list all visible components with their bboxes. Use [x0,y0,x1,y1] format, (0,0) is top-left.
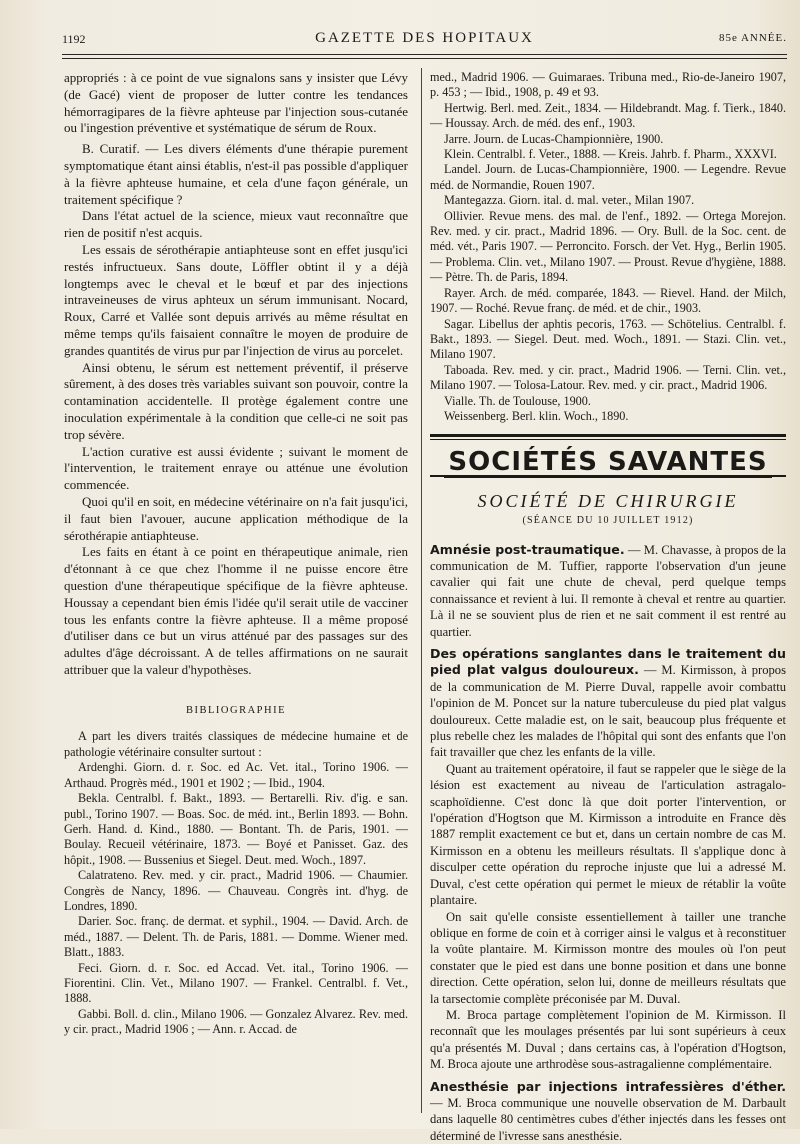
bibliography-entry: Ardenghi. Giorn. d. r. Soc. ed Ac. Vet. ital., Torino 1906. — Arthaud. Progrès méd., 1901 et 1902 ; — Ibid., 1904. [64,760,408,790]
bibliography-intro: A part les divers traités classiques de médecine humaine et de pathologie vétérinaire consulter surtout : [64,729,408,759]
bibliography-left [64,729,408,1037]
article-body: — M. Chavasse, à propos de la communication de M. Tuffier, rapporte l'observation d'un jeune cavalier qui fait une chute de cheval, perd quelque temps connaissance et revient à lui. Il remonte à cheval et rentre au quartier. Là il ne se souvient plus de rien et ne sait comment il est rentré au quartier. [430,542,786,639]
article [430,542,786,640]
bibliography-entry: Mantegazza. Giorn. ital. d. mal. veter., Milan 1907. [444,193,695,208]
bibliography-entry: Ollivier. Revue mens. des mal. de l'enf., 1892. — Ortega Morejon. Rev. med. y cir. pract., Madrid 1896. — Ory. Bull. de la Soc. cent. de méd. vét., Paris 1907. — Perroncito. Forsch. der Vet. Hyg., Berlin 1905. — Problema. Clin. vet., Milano 1907. — Proust. Revue d'hygiène, 1888. — Pètre. Th. de Paris, 1894. [430,208,786,285]
section-heading [430,447,786,478]
paragraph: B. Curatif. — Les divers éléments d'une thérapie purement symptomatique étant ainsi établis, n'est-il pas possible d'appliquer à la fièvre aphteuse humaine, et cela d'une façon générale, un traitement spécifique ? [64,141,408,207]
paragraph: L'action curative est aussi évidente ; suivant le moment de l'intervention, le traitement enraye ou atténue une évolution commencée. [64,443,408,493]
paragraph: M. Broca partage complètement l'opinion de M. Kirmisson. Il reconnaît que les moulages présentés par lui sont supérieurs à ceux qu'a présentés M. Duval ; dans certains cas, à l'opération d'Hogtson, M. Broca ajoute une arthrodèse sous-astragalienne complémentaire. [430,1007,786,1072]
article [430,1079,786,1144]
paragraph: Quoi qu'il en soit, en médecine vétérinaire on n'a fait jusqu'ici, il faut bien l'avouer, aucune application méthodique de la sérothérapie antiaphteuse. [64,493,408,543]
left-column [64,70,408,1038]
bibliography-entry: Hertwig. Berl. med. Zeit., 1834. — Hildebrandt. Mag. f. Tierk., 1840. — Houssay. Arch. de méd. des enf., 1903. [430,100,786,131]
bibliography-entry: Gabbi. Boll. d. clin., Milano 1906. — Gonzalez Alvarez. Rev. med. y cir. pract., Madrid 1906 ; — Ann. r. Accad. de [64,1006,408,1037]
paragraph: On sait qu'elle consiste essentiellement à tailler une tranche oblique en forme de coin et à corriger ainsi le valgus et à reconstituer la voûte plantaire. M. Kirmisson montre des moules où l'on peut constater que le pied est dans une bonne position et dans une bonne direction. Cette opération, selon lui, donne de meilleurs résultats que la tarsectomie complète préconisée par M. Duval. [430,909,786,1006]
bibliography-entry: Weissenberg. Berl. klin. Woch., 1890. [444,408,629,423]
paragraph: appropriés : à ce point de vue signalons sans y insister que Lévy (de Gacé) vient de proposer de lutter contre les tendances hémorragipares de la fièvre aphteuse par l'injection sous-cutanée ou l'ingestion préventive et systématique de sérum de Roux. [64,70,408,136]
paragraph: Les essais de sérothérapie antiaphteuse sont en effet jusqu'ici restés infructueux. Sans doute, Löffler obtint il y a déjà longtemps avec le cheval et le bœuf et par des injections intraveineuses de virus aphteux un sérum immunisant. Nocard, Roux, Carré et Vallée sont depuis arrivés au même résultat en même temps qu'ils faisaient connaître le moyen de produire de grandes quantités de virus pur par l'injection de virus au porcelet. [64,241,408,358]
journal-title: GAZETTE DES HOPITAUX [315,30,534,46]
paragraph: Dans l'état actuel de la science, mieux vaut reconnaître que rien de positif n'est acquis. [64,208,408,241]
bibliography-entry: Klein. Centralbl. f. Veter., 1888. — Kreis. Jahrb. f. Pharm., XXXVI. [444,147,777,162]
article [430,646,786,761]
bibliography-heading: BIBLIOGRAPHIE [186,704,286,716]
bibliography-entry: Sagar. Libellus der aphtis pecoris, 1763. — Schötelius. Centralbl. f. Bakt., 1893. — Siegel. Deut. med. Woch., 1891. — Stazi. Clin. vet., Milano 1907. [430,316,786,362]
paragraph: Quant au traitement opératoire, il faut se rappeler que le siège de la lésion est exactement au niveau de l'articulation astragalo-scaphoïdienne. C'est donc là que doit porter l'intervention, or l'opération d'Hogtson que M. Kirmisson a introduite en France dès 1887 remplit exactement ce but et, dans un certain nombre de cas M. Kirmisson en a obtenu les meilleurs résultats. Il s'applique donc à disculper cette opération du reproche injuste que lui a adressé M. Duval, c'est cette opération qui permet le mieux de rétablir la voûte plantaire. [430,761,786,908]
bibliography-entry: Rayer. Arch. de méd. comparée, 1843. — Rievel. Hand. der Milch, 1907. — Roché. Revue franç. de méd. et de chir., 1903. [430,285,786,316]
bibliography-entry: Landel. Journ. de Lucas-Championnière, 1900. — Legendre. Revue méd. de Normandie, Rouen 1907. [430,162,786,192]
article-title: Anesthésie par injections intrafessières d'éther. [430,1078,786,1094]
bibliography-entry: Vialle. Th. de Toulouse, 1900. [444,393,591,408]
column-divider [421,68,422,1113]
right-column [430,70,786,1144]
bibliography-right [430,70,786,424]
society-heading: SOCIÉTÉ DE CHIRURGIE [477,490,739,511]
header-rule-bottom [62,58,787,59]
session-date: (SÉANCE DU 10 JUILLET 1912) [522,515,694,527]
article-body: — M. Broca communique une nouvelle observation de M. Darbault dans laquelle 80 centimètres cubes d'éther injectés dans les fesses ont déterminé de l'ivresse sans anesthésie. [430,1095,786,1143]
paragraph: Les faits en étant à ce point en thérapeutique animale, rien d'étonnant à ce que chez l'homme il ne puisse encore être question d'une thérapeutique spécifique de la fièvre aphteuse. Houssay a cependant bien émis l'idée qu'il serait utile de vacciner tous les enfants contre la fièvre aphteuse. Il a même proposé d'utiliser dans ce but un virus atténué par des passages sur des adultes d'âge décroissant. A de telles affirmations on ne saurait attribuer que la valeur d'hypothèses. [64,544,408,677]
bibliography-entry: Calatrateno. Rev. med. y cir. pract., Madrid 1906. — Chaumier. Congrès de Nancy, 1896. — Chauveau. Congrès int. d'hyg. de Londres, 1890. [64,868,408,913]
paragraph: Ainsi obtenu, le sérum est nettement préventif, il préserve sûrement, à des doses très variables suivant son pouvoir, contre la contamination accidentelle. Il protège également contre une inoculation expérimentale à la condition que celle-ci ne soit pas trop sévère. [64,359,408,442]
page-number: 1192 [62,32,86,46]
bibliography-entry: Feci. Giorn. d. r. Soc. ed Accad. Vet. ital., Torino 1906. — Fiorentini. Clin. Vet., Milano 1907. — Frankel. Centralbl. f. Vet., 1888. [64,960,408,1006]
volume-year: 85e ANNÉE. [718,32,787,44]
section-title: SOCIÉTÉS SAVANTES [444,447,771,478]
bibliography-entry: Bekla. Centralbl. f. Bakt., 1893. — Bertarelli. Riv. d'ig. e san. publ., Torino 1907. — Boas. Soc. de méd. int., Berlin 1893. — Bohn. Gerh. Hand. d. Kind., 1880. — Bontant. Th. de Paris, 1901. — Boulay. Recueil vétérinaire, 1873. — Boyé et Panisset. Gaz. des hôpit., 1908. — Bussenius et Siegel. Deut. med. Woch., 1897. [64,791,408,867]
bibliography-entry: Jarre. Journ. de Lucas-Championnière, 1900. [444,131,664,146]
bibliography-entry: med., Madrid 1906. — Guimaraes. Tribuna med., Rio-de-Janeiro 1907, p. 453 ; — Ibid., 1908, p. 49 et 93. [430,70,786,100]
header-rule-top [62,54,787,55]
section-rule-top [430,434,786,440]
bibliography-entry: Darier. Soc. franç. de dermat. et syphil., 1904. — David. Arch. de méd., 1887. — Delent. Th. de Paris, 1881. — Domme. Wiener med. Blatt., 1883. [64,914,408,960]
article-title: Amnésie post-traumatique. [430,541,625,557]
article-body: — M. Kirmisson, à propos de la communication de M. Pierre Duval, rappelle avoir combattu l'opinion de M. Poncet sur la nature tuberculeuse du pied plat valgus douloureux. Cette maladie est, on le sait, beaucoup plus fréquente et plus rebelle chez les malades de l'hôpital qui sont des enfants que l'on fait travailler que chez les enfants de la ville. [430,663,786,760]
page-header [62,28,787,50]
bibliography-entry: Taboada. Rev. med. y cir. pract., Madrid 1906. — Terni. Clin. vet., Milano 1907. — Tolosa-Latour. Rev. med. y cir. pract., Madrid 1906. [430,362,786,393]
article-title: Des opérations sanglantes dans le traitement du pied plat valgus douloureux. [430,646,786,678]
